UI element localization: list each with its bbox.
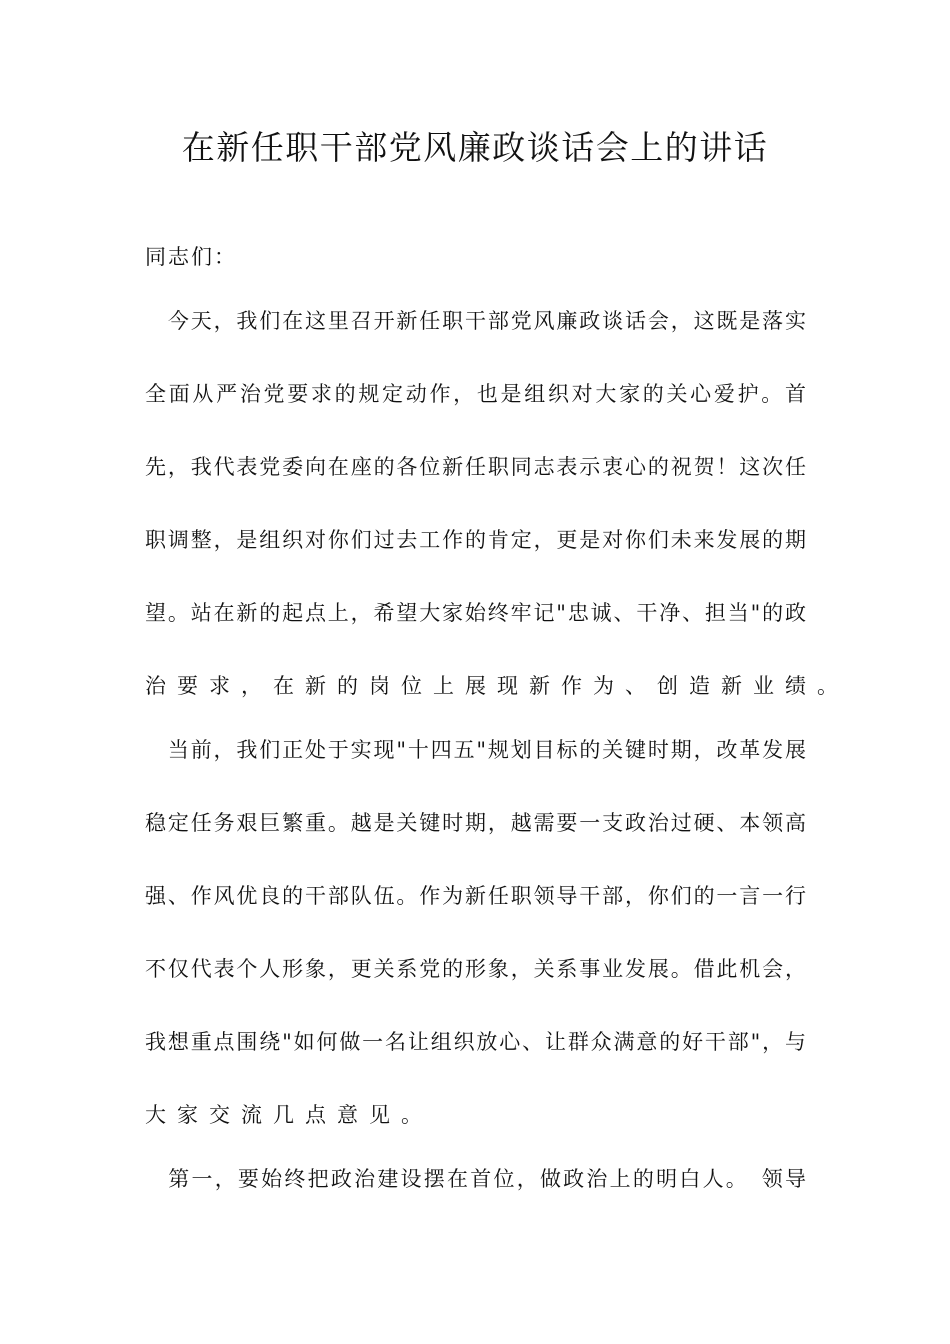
text-line: 大家交流几点意见。 xyxy=(145,1103,433,1127)
text-line: 当前，我们正处于实现"十四五"规划目标的关键时期，改革发展 xyxy=(145,738,806,762)
text-line: 我想重点围绕"如何做一名让组织放心、让群众满意的好干部"，与 xyxy=(145,1030,806,1054)
paragraph-2 xyxy=(145,731,806,1169)
text-line: 不仅代表个人形象，更关系党的形象，关系事业发展。借此机会， xyxy=(145,957,806,981)
text-line: 治要求，在新的岗位上展现新作为、创造新业绩。 xyxy=(145,674,849,698)
text-line: 职调整，是组织对你们过去工作的肯定，更是对你们未来发展的期 xyxy=(145,528,806,552)
document-title: 在新任职干部党风廉政谈话会上的讲话 xyxy=(181,128,769,167)
text-line: 今天，我们在这里召开新任职干部党风廉政谈话会，这既是落实 xyxy=(145,309,806,333)
text-line: 先，我代表党委向在座的各位新任职同志表示衷心的祝贺！这次任 xyxy=(145,455,806,479)
paragraph-1 xyxy=(145,302,849,740)
paragraph-3 xyxy=(145,1160,806,1233)
salutation: 同志们： xyxy=(145,245,237,269)
text-line: 望。站在新的起点上，希望大家始终牢记"忠诚、干净、担当"的政 xyxy=(145,601,806,625)
text-line: 强、作风优良的干部队伍。作为新任职领导干部，你们的一言一行 xyxy=(145,884,806,908)
text-line: 稳定任务艰巨繁重。越是关键时期，越需要一支政治过硬、本领高 xyxy=(145,811,806,835)
document-body xyxy=(145,238,849,1233)
text-line: 第一，要始终把政治建设摆在首位，做政治上的明白人。 领导 xyxy=(145,1167,806,1191)
text-line: 全面从严治党要求的规定动作，也是组织对大家的关心爱护。首 xyxy=(145,382,806,406)
